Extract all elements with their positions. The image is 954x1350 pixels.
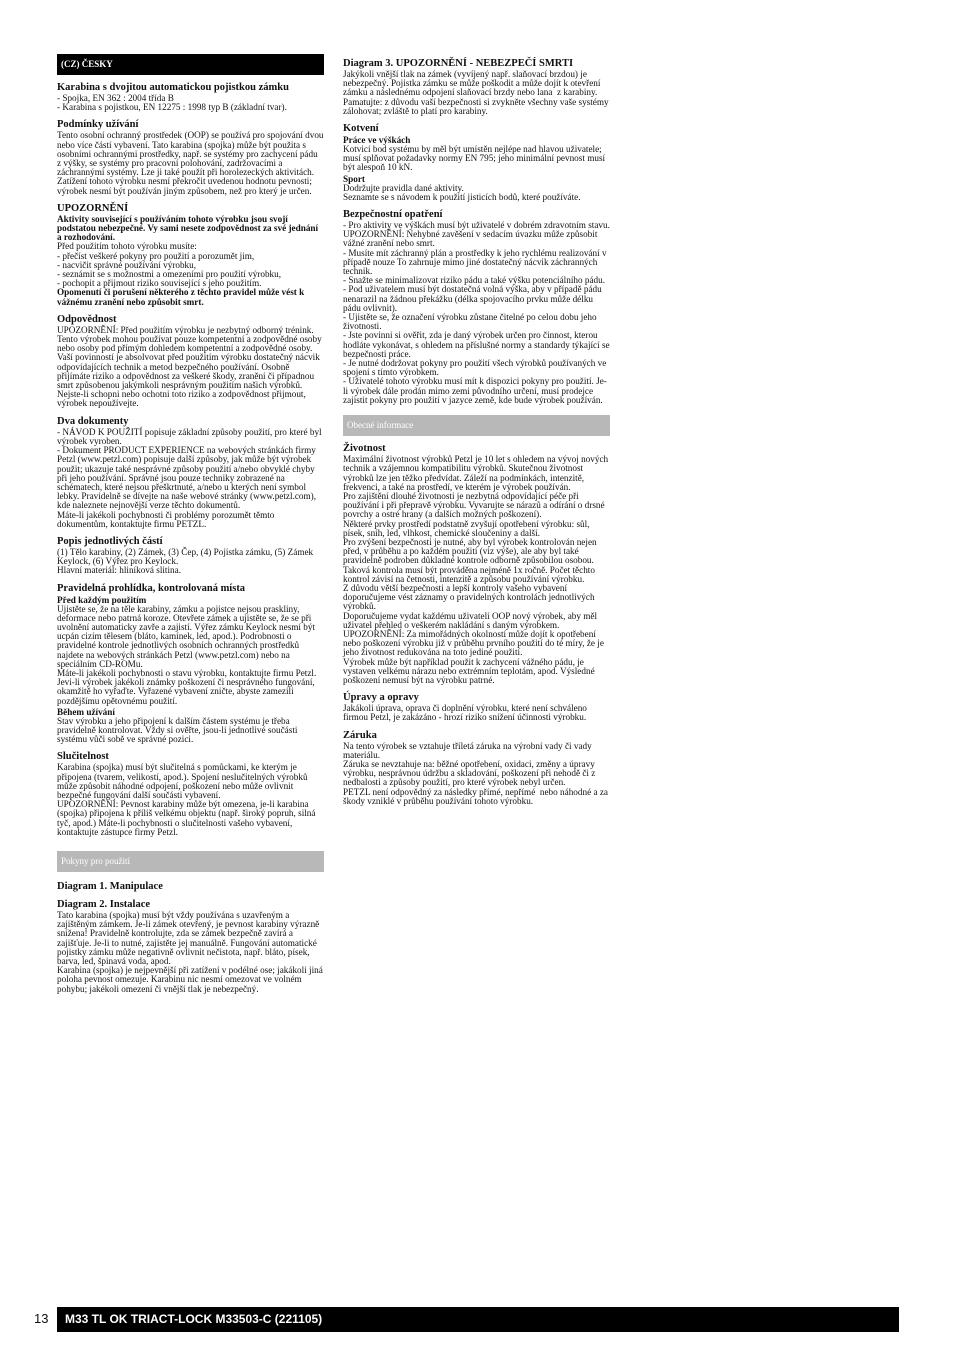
right-column	[343, 56, 610, 806]
compatibility-text: Karabina (spojka) musí být slučitelná s pomůckami, ke kterým je připojena (tvarem, velikostí, apod.). Spojení neslučitelných výrobků může způsobit náhodné odpojení, poškození nebo může ovlivnit bezpečné fungování další součásti vybavení. UPOZORNĚNÍ: Pevnost karabiny může být omezena, je-li karabina (spojka) připojena k příliš velkému objektu (např. široký popruh, silná tyč, apod.) Máte-li pochybnosti o slučitelnosti vašeho vybavení, kontaktujte zástupce firmy Petzl.	[57, 762, 316, 837]
warning-text: Před použitím tohoto výrobku musíte: - přečíst veškeré pokyny pro použití a porozumět jim, - nacvičit správné používání výrobku, - seznámit se s možnostmi a omezeními pro použití výrobku, - pochopit a přijmout riziko související s jeho použitím.	[57, 241, 282, 289]
footer-bar: M33 TL OK TRIACT-LOCK M33503-C (221105)	[57, 1307, 899, 1332]
diagram-3-heading: Diagram 3. UPOZORNĚNÍ - NEBEZPEČÍ SMRTI	[343, 58, 574, 69]
safety-text: - Pro aktivity ve výškách musí být uživatelé v dobrém zdravotním stavu. UPOZORNĚNÍ: Nehybné zavěšení v sedacím úvazku může způsobit vážné zranění nebo smrt. - Musíte mít záchranný plán a prostředky k jeho rychlému realizování v případě nouze To zahrnuje mimo jiné dostatečný nácvik záchranných technik. - Snažte se minimalizovat riziko pádu a také výšku potenciálního pádu. - Pod uživatelem musí být dostatečná volná výška, aby v případě pádu nenarazil na žádnou překážku (délka spojovacího prvku může délku pádu ovlivnit). - Ujistěte se, že označení výrobku zůstane čitelné po celou dobu jeho životnosti. - Jste povinni si ověřit, zda je daný výrobek určen pro činnost, kterou hodláte vykonávat, s ohledem na příslušné normy a standardy týkající se bezpečnosti práce. - Je nutné dodržovat pokyny pro použití všech výrobků používaných ve spojení s tímto výrobkem. - Uživatelé tohoto výrobku musí mít k dispozici pokyny pro použití. Je-li výrobek dále prodán mimo zemi původního určení, musí prodejce zajistit pokyny pro použití v jazyce země, kde bude výrobek používán.	[343, 220, 610, 405]
language-bar: (CZ) ČESKY	[57, 54, 324, 75]
page-number: 13	[34, 1311, 49, 1326]
anchors-heading: Kotvení	[343, 123, 379, 135]
warning-bold: Aktivity související s používáním tohoto výrobku jsou svojí podstatou nebezpečné. Vy sami nesete zodpovědnost za své jednání a rozhodování.	[57, 213, 321, 243]
inspection-sub-before: Před každým použitím	[57, 594, 147, 605]
left-column	[57, 54, 324, 994]
responsibility-text: UPOZORNĚNÍ: Před použitím výrobku je nezbytný odborný trénink. Tento výrobek mohou používat pouze kompetentní a zodpovědné osoby nebo osoby pod přímým dohledem kompetentní a zodpovědné osoby. Vaší povinností je absolvovat před použitím výrobku dostatečný nácvik odpovídajících technik a metod bezpečného používání. Osobně přijímáte riziko a odpovědnost za veškeré škody, zranění či případnou smrt způsobenou jakýmkoli nesprávným použitím našich výrobků. Nejste-li schopni nebo ochotni toto riziko a zodpovědnost přijmout, výrobek nepoužívejte.	[57, 324, 322, 409]
warranty-text: Na tento výrobek se vztahuje tříletá záruka na výrobní vady či vady materiálu. Záruka se nevztahuje na: běžné opotřebení, oxidaci, změny a úpravy výrobku, nesprávnou údržbu a skladování, poškození při nehodě či z nedbalosti a způsoby použití, pro které výrobek nebyl určen. PETZL není odpovědný za následky přímé, nepřímé nebo náhodné a za škody vzniklé v průběhu používání tohoto výrobku.	[343, 740, 608, 806]
conditions-text: Tento osobní ochranný prostředek (OOP) se používá pro spojování dvou nebo více částí vybavení. Tato karabina (spojka) může být použita s osobními ochrannými prostředky, např. se systémy pro zachycení pádu z výšky, se systémy pro pracovní polohování, zadržovacími a záchrannými systémy. Lze ji také použít při horolezeckých aktivitách. Zatížení tohoto výrobku nesmí překročit uvedenou hodnotu pevnosti; výrobek nesmí být používán jiným způsobem, než pro který je určen.	[57, 130, 324, 196]
diagram-2-heading: Diagram 2. Instalace	[57, 899, 151, 910]
anchors-sub-sport: Sport	[343, 173, 365, 184]
parts-text: (1) Tělo karabiny, (2) Zámek, (3) Čep, (4) Pojistka zámku, (5) Zámek Keylock, (6) Výřez pro Keylock. Hlavní materiál: hliníková slitina.	[57, 546, 314, 576]
lifetime-text: Maximální životnost výrobků Petzl je 10 let s ohledem na vývoj nových technik a vzájemnou kompatibilitu výrobků. Skutečnou životnost výrobků lze jen těžko předvídat. Záleží na podmínkách, intenzitě, frekvenci, a také na prostředí, ve kterém je výrobek používán. Pro zajištění dlouhé životnosti je nezbytná odpovídající péče při používání i při přepravě výrobku. Vyvarujte se nárazů a odírání o drsné povrchy a ostré hrany (a dalších možných poškození). Některé prvky prostředí podstatně zvyšují opotřebení výrobku: sůl, písek, sníh, led, vlhkost, chemické sloučeniny a další. Pro zvýšení bezpečnosti je nutné, aby byl výrobek kontrolován nejen před, v průběhu a po každém použití (viz výše), ale aby byl také pravidelně podroben důkladné kontrole odborně způsobilou osobou. Taková kontrola musí být prováděna nejméně 1x ročně. Počet těchto kontrol závisí na četnosti, intenzitě a způsobu používání výrobku. Z důvodu větší bezpečnosti a lepší kontroly vašeho vybavení doporučujeme vést záznamy o pravidelných kontrolách jednotlivých výrobků. Doporučujeme vydat každému uživateli OOP nový výrobek, aby měl uživatel přehled o veškerém nakládání s daným výrobkem. UPOZORNĚNÍ: Za mimořádných okolností může dojít k opotřebení nebo poškození výrobku již v průběhu prvního použití do té míry, že je jeho životnost redukována na toto jediné použití. Výrobek může být například použit k zachycení vážného pádu, je vystaven velkému nárazu nebo extrémním teplotám, apod. Výsledné poškození nemusí být na výrobku patrné.	[343, 454, 609, 685]
inspection-during-text: Stav výrobku a jeho připojení k dalším částem systému je třeba pravidelně kontrolovat. Vždy si ověřte, jsou-li jednotlivé součásti systému vůči sobě ve správné pozici.	[57, 715, 300, 745]
warning-bold-2: Opomenutí či porušení některého z těchto pravidel může vést k vážnému zranění nebo způsobit smrt.	[57, 287, 307, 307]
inspection-sub-during: Během užívání	[57, 706, 115, 717]
diagram-1-heading: Diagram 1. Manipulace	[57, 881, 163, 892]
parts-heading: Popis jednotlivých částí	[57, 535, 163, 547]
general-info-bar: Obecné informace	[343, 415, 610, 436]
compatibility-heading: Slučitelnost	[57, 751, 109, 763]
lifetime-heading: Životnost	[343, 443, 386, 455]
documents-heading: Dva dokumenty	[57, 415, 129, 427]
standards: - Spojka, EN 362 : 2004 třída B - Karabina s pojistkou, EN 12275 : 1998 typ B (základní tvar).	[57, 93, 287, 113]
usage-bar: Pokyny pro použití	[57, 851, 324, 872]
anchors-sub-height: Práce ve výškách	[343, 135, 411, 146]
responsibility-heading: Odpovědnost	[57, 313, 117, 325]
documents-text: - NÁVOD K POUŽITÍ popisuje základní způsoby použití, pro které byl výrobek vyroben. - Dokument PRODUCT EXPERIENCE na webových stránkách firmy Petzl (www.petzl.com) popisuje další způsoby, jak může být výrobek použit; ukazuje také nesprávné způsoby použití a/nebo obvyklé chyby při jeho používání. Správné jsou pouze techniky zobrazené na schématech, které nejsou přeškrtnuté, a/nebo u kterých není symbol lebky. Pravidelně se dívejte na naše webové stránky (www.petzl.com), kde naleznete nejnovější verze těchto dokumentů. Máte-li jakékoli pochybnosti či problémy porozumět těmto dokumentům, kontaktujte firmu PETZL.	[57, 426, 322, 529]
conditions-heading: Podmínky užívání	[57, 119, 139, 131]
warranty-heading: Záruka	[343, 729, 377, 741]
anchors-height-text: Kotvicí bod systému by měl být umístěn nejlépe nad hlavou uživatele; musí splňovat požadavky normy EN 795; jeho minimální pevnost musí být alespoň 10 kN.	[343, 144, 608, 173]
inspection-before-text: Ujistěte se, že na těle karabiny, zámku a pojistce nejsou praskliny, deformace nebo patrná koroze. Otevřete zámek a ujistěte se, že se při uvolnění automaticky zavře a zajistí. Výřez zámku Keylock nesmí být ucpán cizím tělesem (bláto, kamínek, led, apod.). Podrobnosti o pravidelné kontrole jednotlivých osobních ochranných prostředků najdete na webových stránkách Petzl (www.petzl.com) nebo na speciálním CD-ROMu. Máte-li jakékoli pochybnosti o stavu výrobku, kontaktujte firmu Petzl. Jevi-li výrobek jakékoli známky poškození či nesprávného fungování, okamžitě ho vyřaďte. Vyřazené vybavení zničte, abyste zamezili pozdějšímu opětovnému použití.	[57, 603, 317, 706]
anchors-sport-text: Dodržujte pravidla dané aktivity. Seznamte se s návodem k použití jisticích bodů, které používáte.	[343, 182, 581, 202]
inspection-heading: Pravidelná prohlídka, kontrolovaná místa	[57, 582, 246, 594]
diagram-2-text: Tato karabina (spojka) musí být vždy používána s uzavřeným a zajištěným zámkem. Je-li zámek otevřený, je pevnost karabiny výrazně snížena! Pravidelně kontrolujte, zda se zámek bezpečně zavírá a zajišťuje. Je-li to nutné, zajistěte jej manuálně. Fungování automatické pojistky zámku může negativně ovlivnit nečistota, např. bláto, písek, barva, led, špinavá voda, apod. Karabina (spojka) je nejpevnější při zatížení v podélné ose; jakákoli jiná poloha pevnost omezuje. Karabinu nic nesmí omezovat ve volném pohybu; jakékoli omezení či vnější tlak je nebezpečný.	[57, 910, 323, 994]
product-title: Karabina s dvojitou automatickou pojistkou zámku	[57, 82, 289, 93]
diagram-3-text: Jakýkoli vnější tlak na zámek (vyvíjený např. slaňovací brzdou) je nebezpečný. Pojistka zámku se může poškodit a může dojít k otevření zámku a následnému odpojení slaňovací brzdy nebo lana z karabiny. Pamatujte: z důvodu vaší bezpečnosti si zvykněte všechny vaše systémy zálohovat; zvláště to platí pro karabiny.	[343, 69, 609, 116]
warning-heading: UPOZORNĚNÍ	[57, 202, 129, 214]
safety-heading: Bezpečnostní opatření	[343, 209, 443, 221]
modifications-heading: Úpravy a opravy	[343, 692, 419, 704]
modifications-text: Jakákoli úprava, oprava či doplnění výrobku, které není schváleno firmou Petzl, je zakázáno - hrozí riziko snížení účinnosti výrobku.	[343, 703, 590, 723]
